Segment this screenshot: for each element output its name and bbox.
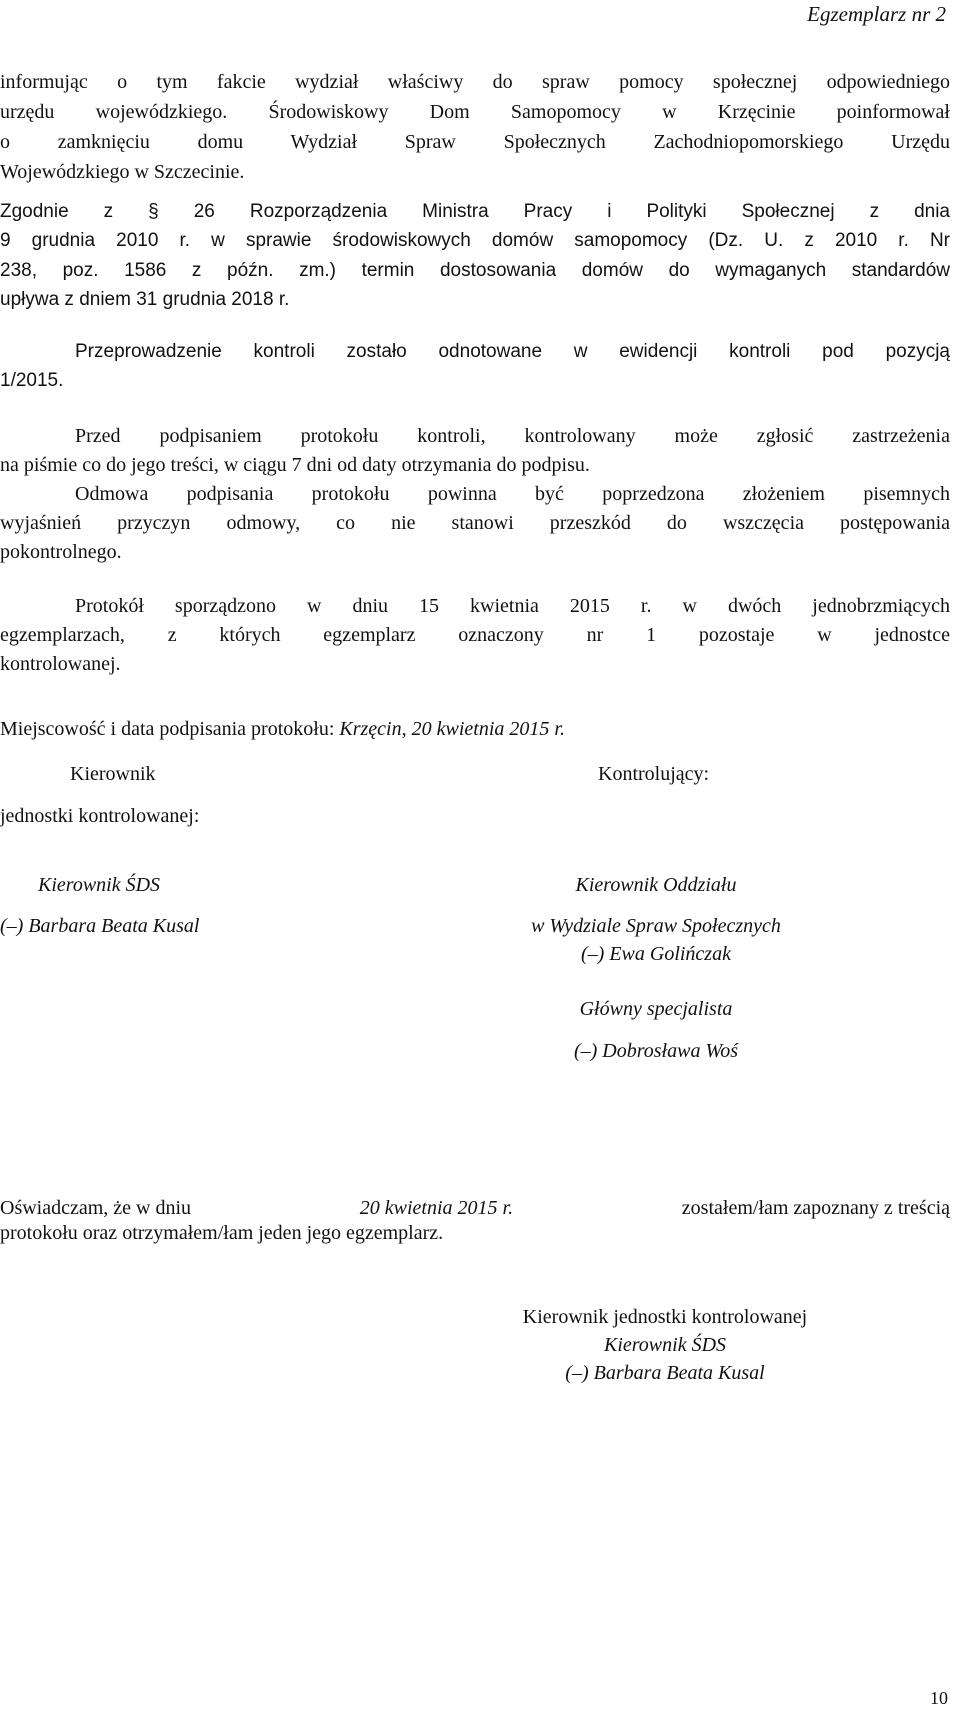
second-signer-role: Główny specjalista	[579, 998, 733, 1020]
text-line: o zamknięciu domu Wydział Spraw Społecznych Zachodniopomorskiego Urzędu	[0, 131, 950, 153]
final-signer-title: Kierownik jednostki kontrolowanej	[522, 1306, 808, 1328]
second-signer-name: (–) Dobrosława Woś	[573, 1040, 739, 1062]
text-line: Protokół sporządzono w dniu 15 kwietnia 2015 r. w dwóch jednobrzmiących	[75, 595, 950, 617]
text-line: kontrolowanej.	[0, 653, 121, 675]
text-line: Przed podpisaniem protokołu kontroli, kontrolowany może zgłosić zastrzeżenia	[75, 425, 950, 447]
text-line: 1/2015.	[0, 370, 64, 391]
text-line: Odmowa podpisania protokołu powinna być poprzedzona złożeniem pisemnych	[75, 483, 950, 505]
text-line: informując o tym fakcie wydział właściwy do spraw pomocy społecznej odpowiedniego	[0, 71, 950, 93]
left-signer-name: (–) Barbara Beata Kusal	[0, 915, 200, 937]
text-line: egzemplarzach, z których egzemplarz oznaczony nr 1 pozostaje w jednostce	[0, 624, 950, 646]
right-signer-name: (–) Ewa Golińczak	[581, 943, 731, 965]
final-signer-role: Kierownik ŚDS	[603, 1334, 727, 1356]
right-signer-department: w Wydziale Spraw Społecznych	[531, 915, 781, 937]
text-line: pokontrolnego.	[0, 541, 122, 563]
text-line: wyjaśnień przyczyn odmowy, co nie stanowi przeszkód do wszczęcia postępowania	[0, 512, 950, 534]
text-line: Wojewódzkiego w Szczecinie.	[0, 161, 245, 183]
text-line: na piśmie co do jego treści, w ciągu 7 dni od daty otrzymania do podpisu.	[0, 454, 590, 476]
left-signer-role: Kierownik ŚDS	[38, 874, 161, 896]
page-number: 10	[930, 1688, 948, 1708]
right-signer-role: Kierownik Oddziału	[575, 874, 737, 896]
place-date-label: Miejscowość i data podpisania protokołu:	[0, 718, 335, 740]
text-line: 9 grudnia 2010 r. w sprawie środowiskowych domów samopomocy (Dz. U. z 2010 r. Nr	[0, 230, 950, 251]
text-line: upływa z dniem 31 grudnia 2018 r.	[0, 289, 290, 310]
statement-date: 20 kwietnia 2015 r.	[359, 1197, 514, 1219]
final-signer-name: (–) Barbara Beata Kusal	[565, 1362, 765, 1384]
statement-line	[0, 1194, 950, 1222]
copy-number-label: Egzemplarz nr 2	[807, 2, 946, 26]
text-line: Zgodnie z § 26 Rozporządzenia Ministra Pracy i Polityki Społecznej z dnia	[0, 201, 950, 222]
left-signature-title: Kierownik	[70, 763, 156, 785]
statement-text-end: zostałem/łam zapoznany z treścią	[681, 1197, 950, 1219]
left-signature-title-cont: jednostki kontrolowanej:	[0, 805, 200, 827]
text-line: Przeprowadzenie kontroli zostało odnotowane w ewidencji kontroli pod pozycją	[75, 341, 950, 362]
place-date-value: Krzęcin, 20 kwietnia 2015 r.	[339, 718, 565, 740]
statement-line-2: protokołu oraz otrzymałem/łam jeden jego egzemplarz.	[0, 1222, 444, 1244]
text-line: urzędu wojewódzkiego. Środowiskowy Dom Samopomocy w Krzęcinie poinformował	[0, 101, 950, 123]
signing-place-date	[0, 718, 565, 741]
statement-text-start: Oświadczam, że w dniu	[0, 1197, 192, 1219]
right-signature-title: Kontrolujący:	[598, 763, 710, 785]
text-line: 238, poz. 1586 z późn. zm.) termin dostosowania domów do wymaganych standardów	[0, 260, 950, 281]
